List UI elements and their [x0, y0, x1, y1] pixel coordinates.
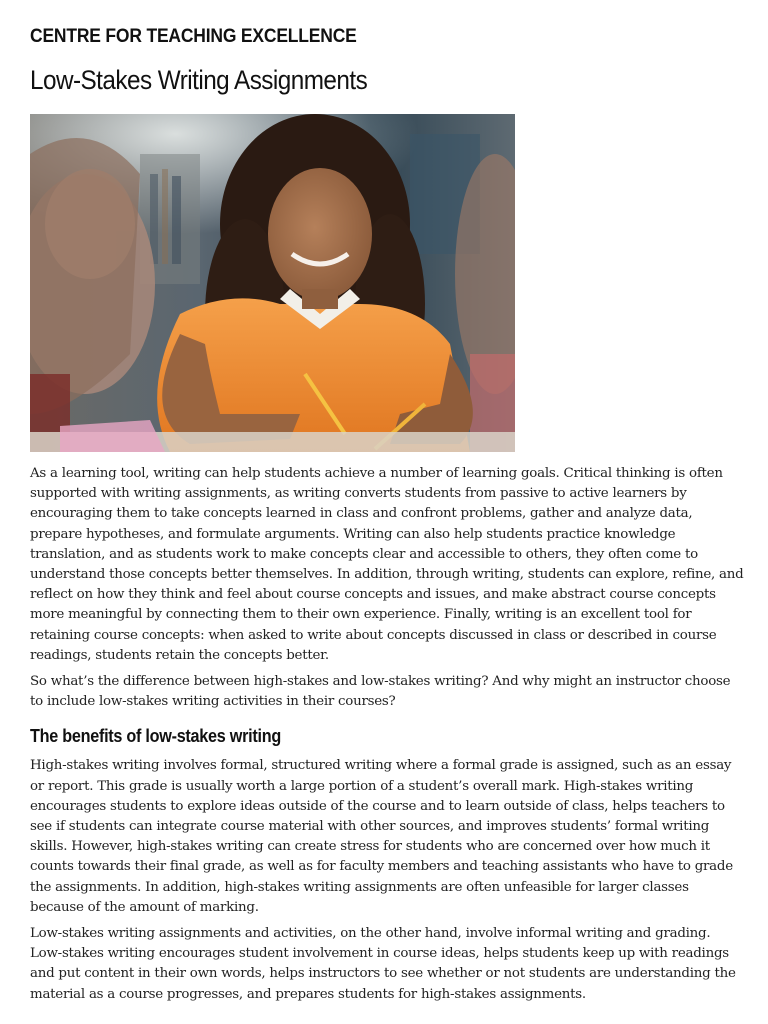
intro-paragraph: As a learning tool, writing can help students achieve a number of learning goals. Critical thinking is often supported with writing assignments, as writing converts students from passive to active learners by encouraging them to take concepts learned in class and confront problems, gather and analyze data, prepare hypotheses, and formulate arguments. Writing can also help students practice knowledge translation, and as students work to make concepts clear and accessible to others, they often come to understand those concepts better themselves. In addition, through writing, students can explore, refine, and reflect on how they think and feel about course concepts and issues, and make abstract course concepts more meaningful by connecting them to their own experience. Finally, writing is an excellent tool for retaining course concepts: when asked to write about concepts discussed in class or described in course readings, students retain the concepts better. [30, 466, 744, 663]
document-page [30, 22, 745, 1005]
student-writing-photo [30, 114, 515, 452]
question-paragraph: So what’s the difference between high-stakes and low-stakes writing? And why might an instructor choose to include low-stakes writing activities in their courses? [30, 674, 731, 710]
page-title: Low-Stakes Writing Assignments [30, 65, 368, 95]
section-heading: The benefits of low-stakes writing [30, 726, 281, 747]
low-stakes-paragraph: Low-stakes writing assignments and activities, on the other hand, involve informal writing and grading. Low-stakes writing encourages student involvement in course ideas, helps students keep up with readings and put content in their own words, helps instructors to see whether or not students are understanding the material as a course progresses, and prepares students for high-stakes assignments. [30, 926, 736, 1002]
organization-name: CENTRE FOR TEACHING EXCELLENCE [30, 26, 357, 47]
high-stakes-paragraph: High-stakes writing involves formal, structured writing where a formal grade is assigned, such as an essay or report. This grade is usually worth a large portion of a student’s overall mark. High-stakes writing encourages students to explore ideas outside of the course and to learn outside of class, helps teachers to see if students can integrate course material with other sources, and improves students’ formal writing skills. However, high-stakes writing can create stress for students who are concerned over how much it counts towards their final grade, as well as for faculty members and teaching assistants who have to grade the assignments. In addition, high-stakes writing assignments are often unfeasible for larger classes because of the amount of marking. [30, 758, 733, 915]
